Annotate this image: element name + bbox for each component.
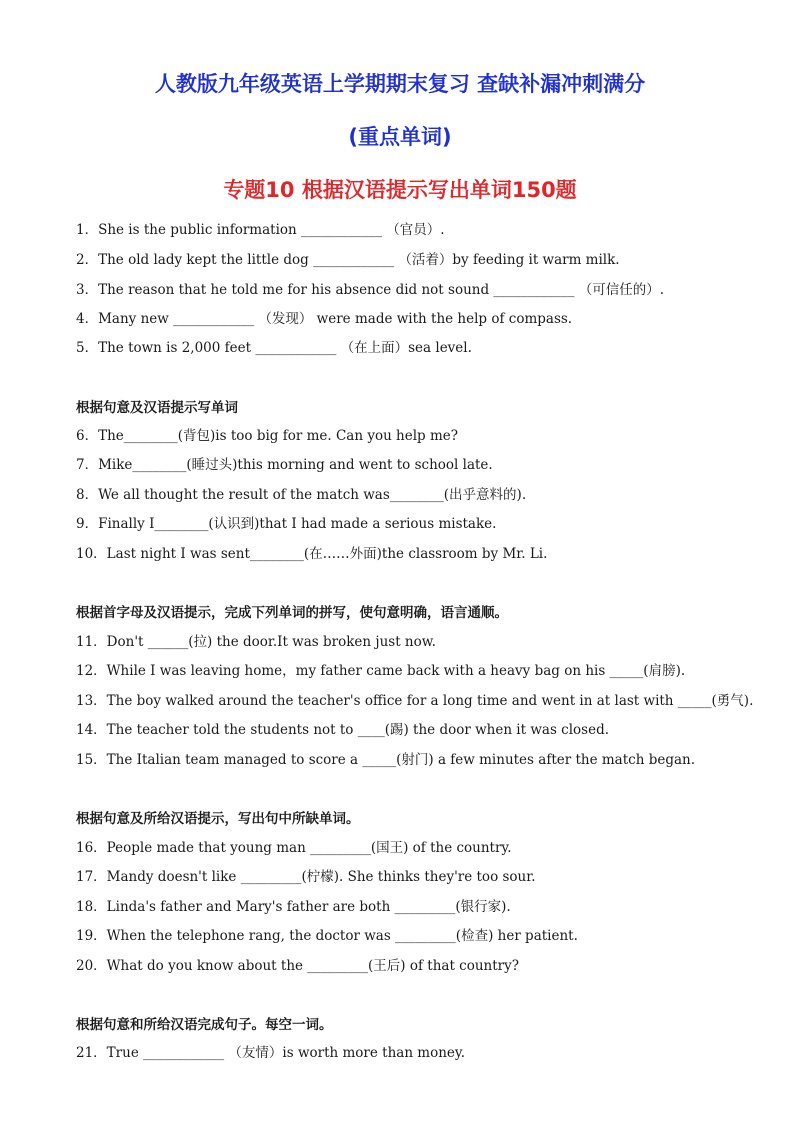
question-19: 19．When the telephone rang, the doctor was _________(检查) her patient. bbox=[76, 928, 578, 944]
section-heading-5: 根据句意和所给汉语完成句子。每空一词。 bbox=[76, 1017, 333, 1033]
question-4: 4．Many new ____________ （发现） were made with the help of compass. bbox=[76, 311, 573, 327]
question-9: 9．Finally I________(认识到)that I had made a serious mistake. bbox=[76, 516, 497, 532]
question-7: 7．Mike________(睡过头)this morning and went to school late. bbox=[76, 457, 493, 473]
topic-title: 专题10 根据汉语提示写出单词150题 bbox=[223, 178, 577, 202]
question-6: 6．The________(背包)is too big for me. Can you help me? bbox=[76, 428, 459, 444]
question-1: 1．She is the public information ____________ （官员）. bbox=[76, 222, 445, 238]
question-18: 18．Linda's father and Mary's father are both _________(银行家). bbox=[76, 899, 511, 915]
question-10: 10．Last night I was sent________(在……外面)the classroom by Mr. Li. bbox=[76, 546, 548, 562]
question-3: 3．The reason that he told me for his absence did not sound ____________ （可信任的）. bbox=[76, 282, 664, 298]
question-11: 11．Don't ______(拉) the door.It was broken just now. bbox=[76, 634, 436, 650]
question-21: 21．True ____________ （友情）is worth more than money. bbox=[76, 1045, 466, 1061]
question-16: 16．People made that young man _________(国王) of the country. bbox=[76, 840, 512, 856]
document-subtitle: (重点单词) bbox=[348, 125, 452, 149]
question-14: 14．The teacher told the students not to ____(踢) the door when it was closed. bbox=[76, 722, 610, 738]
document-title: 人教版九年级英语上学期期末复习 查缺补漏冲刺满分 bbox=[154, 72, 646, 96]
question-13: 13．The boy walked around the teacher's office for a long time and went in at last with _____(勇气). bbox=[76, 693, 754, 709]
question-12: 12．While I was leaving home，my father came back with a heavy bag on his _____(肩膀). bbox=[76, 663, 686, 679]
section-heading-3: 根据首字母及汉语提示，完成下列单词的拼写，使句意明确，语言通顺。 bbox=[76, 605, 508, 621]
question-5: 5．The town is 2,000 feet ____________ （在上面）sea level. bbox=[76, 340, 472, 356]
question-2: 2．The old lady kept the little dog ____________ （活着）by feeding it warm milk. bbox=[76, 252, 620, 268]
question-15: 15．The Italian team managed to score a _____(射门) a few minutes after the match began. bbox=[76, 752, 696, 768]
question-17: 17．Mandy doesn't like _________(柠檬). She thinks they're too sour. bbox=[76, 869, 536, 885]
question-8: 8．We all thought the result of the match was________(出乎意料的). bbox=[76, 487, 527, 503]
section-heading-4: 根据句意及所给汉语提示，写出句中所缺单词。 bbox=[76, 811, 360, 827]
question-20: 20．What do you know about the _________(王后) of that country? bbox=[76, 958, 519, 974]
section-heading-2: 根据句意及汉语提示写单词 bbox=[76, 400, 238, 416]
